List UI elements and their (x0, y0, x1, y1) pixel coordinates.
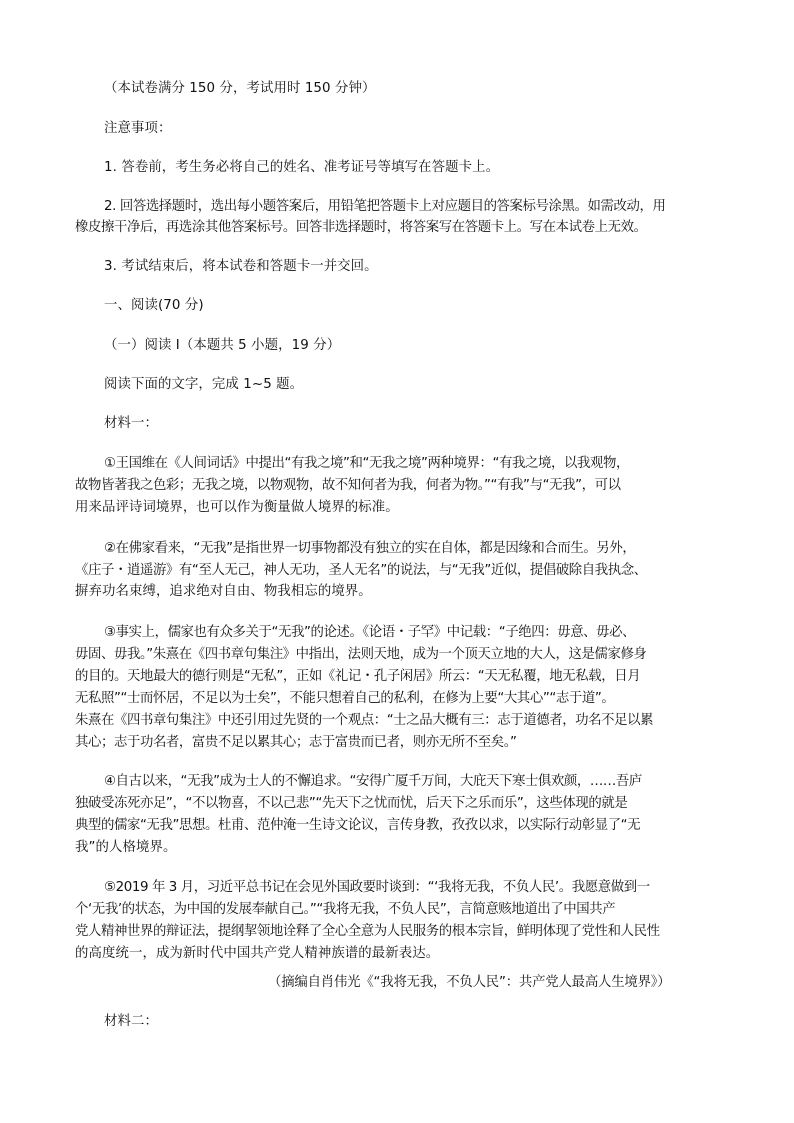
material-2-label: 材料二： (104, 1014, 158, 1029)
paragraph-5-line: 的高度统一，成为新时代中国共产党人精神族谱的最新表达。 (75, 946, 440, 961)
paragraph-3-line: ③事实上，儒家也有众多关于“无我”的论述。《论语・子罕》中记载：“子绝四：毋意、毋必、 (104, 625, 636, 640)
exam-header-note: （本试卷满分 150 分，考试用时 150 分钟） (104, 81, 376, 96)
paragraph-5-line: 个‘无我’的状态，为中国的发展奉献自己。”“我将无我，不负人民”，言简意赅地道出了中国共产 (75, 902, 616, 917)
paragraph-4-line: 我”的人格境界。 (75, 840, 177, 855)
paragraph-3-line: 朱熹在《四书章句集注》中还引用过先贤的一个观点：“士之品大概有三：志于道德者，功名不足以累 (75, 713, 654, 728)
paragraph-2-line: 《庄子・逍遥游》有“至人无己，神人无功，圣人无名”的说法，与“无我”近似，提倡破除自我执念、 (75, 563, 647, 578)
paragraph-4-line: ④自古以来，“无我”成为士人的不懈追求。“安得广厦千万间，大庇天下寒士俱欢颜，……吾庐 (104, 774, 642, 789)
material-1-label: 材料一： (104, 416, 158, 431)
paragraph-1-line: ①王国维在《人间词话》中提出“有我之境”和“无我之境”两种境界：“有我之境，以我观物， (104, 456, 629, 471)
reading-instruction: 阅读下面的文字，完成 1~5 题。 (104, 377, 304, 392)
paragraph-1-line: 故物皆著我之色彩；无我之境，以物观物，故不知何者为我，何者为物。”“有我”与“无我”，可以 (75, 478, 621, 493)
paragraph-4-line: 典型的儒家“无我”思想。杜甫、范仲淹一生诗文论议，言传身教，孜孜以求，以实际行动彰显了“无 (75, 818, 641, 833)
paragraph-3-line: 的目的。天地最大的德行则是“无私”，正如《礼记・孔子闲居》所云：“天无私覆，地无私载，日月 (75, 669, 641, 684)
notice-item-2-line-2: 橡皮擦干净后，再选涂其他答案标号。回答非选择题时，将答案写在答题卡上。写在本试卷上无效。 (75, 220, 647, 235)
paragraph-3-line: 其心；志于功名者，富贵不足以累其心；志于富贵而已者，则亦无所不至矣。” (75, 735, 517, 750)
paragraph-5-line: ⑤2019 年 3 月，习近平总书记在会见外国政要时谈到：“‘我将无我，不负人民’。我愿意做到一 (104, 880, 650, 895)
paragraph-1-line: 用来品评诗词境界，也可以作为衡量做人境界的标准。 (75, 500, 399, 515)
material-1-source: （摘编自肖伟光《“我将无我，不负人民”：共产党人最高人生境界》） (268, 975, 671, 990)
notice-item-2-line-1: 2. 回答选择题时，选出每小题答案后，用铅笔把答题卡上对应题目的答案标号涂黑。如需改动，用 (104, 199, 666, 214)
paragraph-2-line: ②在佛家看来，“无我”是指世界一切事物都没有独立的实在自体，都是因缘和合而生。另外， (104, 541, 636, 556)
paragraph-2-line: 摒弃功名束缚，追求绝对自由、物我相忘的境界。 (75, 584, 372, 599)
section-subtitle: （一）阅读 I（本题共 5 小题，19 分） (104, 338, 341, 353)
notice-item-3: 3. 考试结束后，将本试卷和答题卡一并交回。 (104, 259, 378, 274)
notice-heading: 注意事项： (104, 121, 172, 136)
section-title: 一、阅读(70 分) (104, 298, 204, 313)
paragraph-3-line: 无私照”“士而怀居，不足以为士矣”，不能只想着自己的私利，在修为上要“大其心”“志于道”。 (75, 691, 615, 706)
paragraph-4-line: 独破受冻死亦足”，“不以物喜，不以己悲”“先天下之忧而忧，后天下之乐而乐”，这些体现的就是 (75, 796, 628, 811)
paragraph-5-line: 党人精神世界的辩证法，提纲挈领地诠释了全心全意为人民服务的根本宗旨，鲜明体现了党性和人民性 (75, 924, 660, 939)
notice-item-1: 1. 答卷前，考生务必将自己的姓名、准考证号等填写在答题卡上。 (104, 160, 500, 175)
paragraph-3-line: 毋固、毋我。”朱熹在《四书章句集注》中指出，法则天地，成为一个顶天立地的大人，这是儒家修身 (75, 647, 647, 662)
